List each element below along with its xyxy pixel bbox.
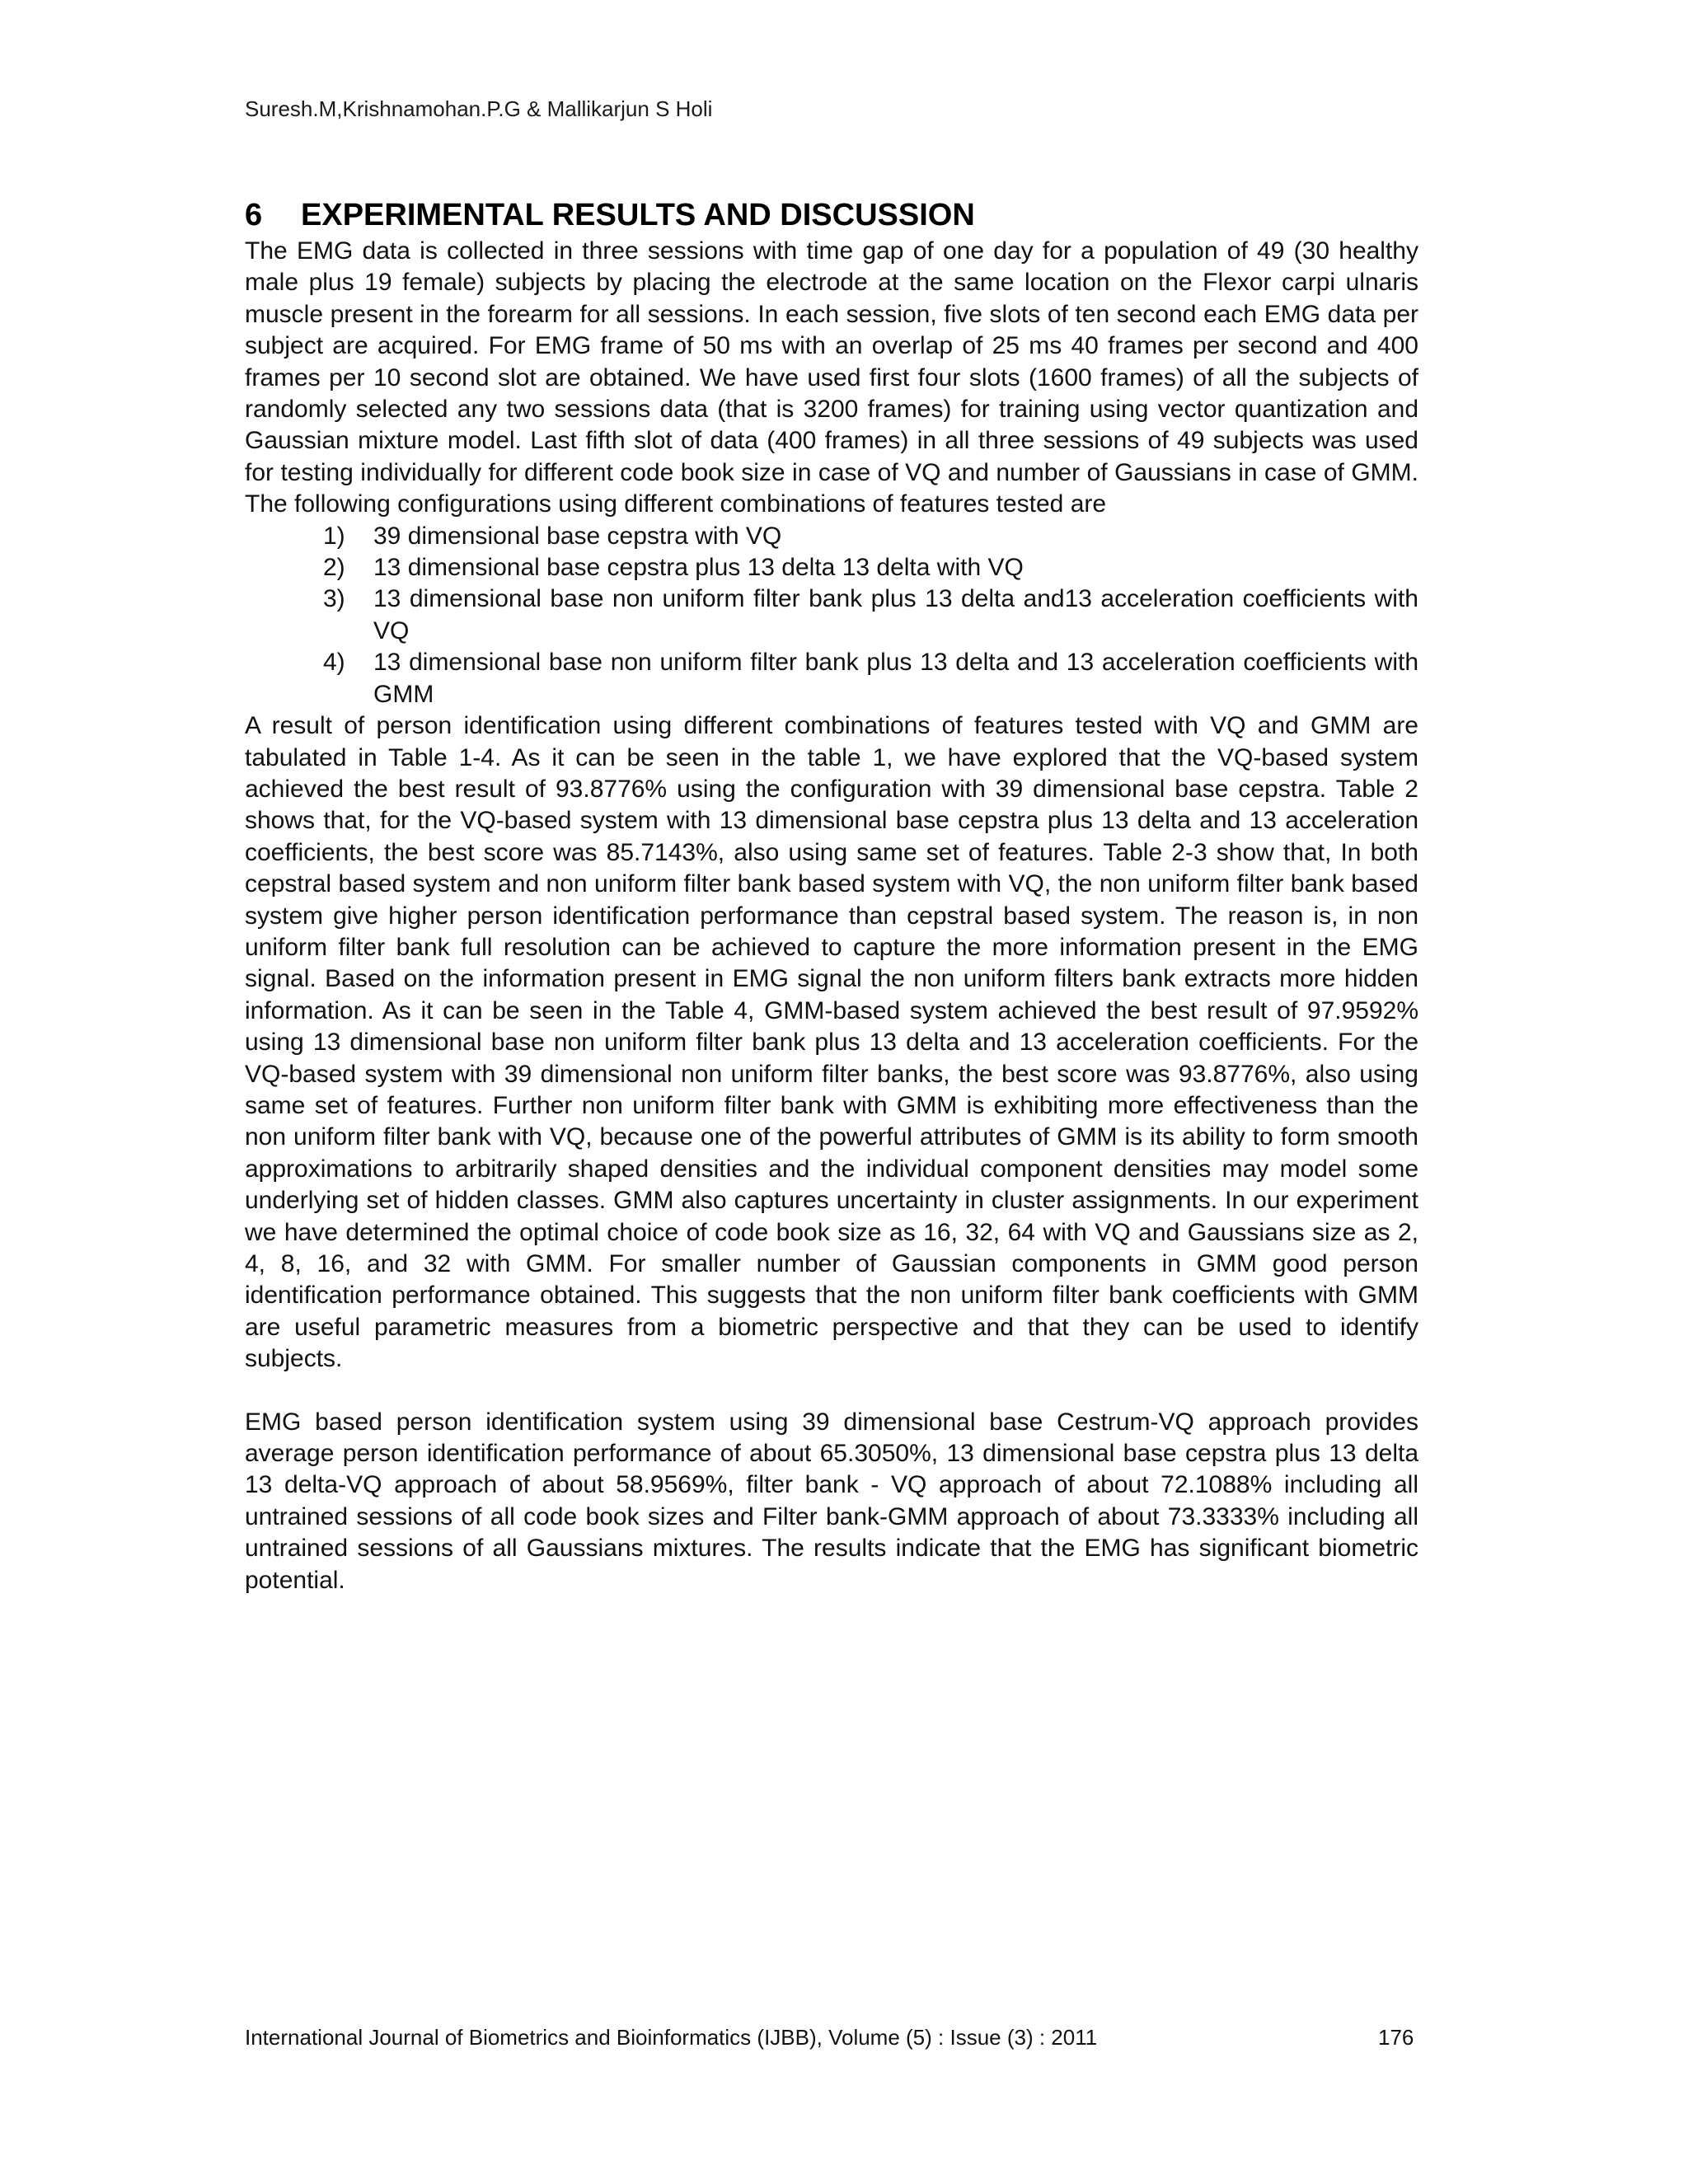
footer-journal-citation: International Journal of Biometrics and Bioinformatics (IJBB), Volume (5) : Issue (3) : 2011	[245, 2025, 1098, 2050]
list-item	[245, 552, 1418, 583]
paragraph-data-collection: The EMG data is collected in three sessions with time gap of one day for a population of 49 (30 healthy male plus 19 female) subjects by placing the electrode at the same location on the Flexor carpi ulnaris muscle present in the forearm for all sessions. In each session, five slots of ten second each EMG data per subject are acquired. For EMG frame of 50 ms with an overlap of 25 ms 40 frames per second and 400 frames per 10 second slot are obtained. We have used first four slots (1600 frames) of all the subjects of randomly selected any two sessions data (that is 3200 frames) for training using vector quantization and Gaussian mixture model. Last fifth slot of data (400 frames) in all three sessions of 49 subjects was used for testing individually for different code book size in case of VQ and number of Gaussians in case of GMM. The following configurations using different combinations of features tested are	[245, 237, 1418, 518]
section-heading	[245, 196, 1418, 234]
paragraph-summary: EMG based person identification system using 39 dimensional base Cestrum-VQ approach provides average person identification performance of about 65.3050%, 13 dimensional base cepstra plus 13 delta 13 delta-VQ approach of about 58.9569%, filter bank - VQ approach of about 72.1088% including all untrained sessions of all code book sizes and Filter bank-GMM approach of about 73.3333% including all untrained sessions of all Gaussians mixtures. The results indicate that the EMG has significant biometric potential.	[245, 1408, 1418, 1594]
list-item	[245, 647, 1418, 710]
list-item-text: 13 dimensional base cepstra plus 13 delta 13 delta with VQ	[373, 554, 1024, 582]
running-header-authors: Suresh.M,Krishnamohan.P.G & Mallikarjun S Holi	[245, 96, 713, 121]
list-marker: 3)	[323, 585, 345, 613]
section-title: EXPERIMENTAL RESULTS AND DISCUSSION	[301, 198, 975, 232]
main-content	[245, 196, 1418, 1596]
list-item-text: 13 dimensional base non uniform filter bank plus 13 delta and 13 acceleration coefficients with GMM	[373, 649, 1418, 708]
configuration-list	[245, 521, 1418, 710]
footer-page-number: 176	[1378, 2025, 1414, 2050]
list-item	[245, 521, 1418, 552]
list-item	[245, 583, 1418, 647]
list-item-text: 39 dimensional base cepstra with VQ	[373, 522, 782, 550]
list-marker: 1)	[323, 522, 345, 550]
section-number: 6	[245, 198, 263, 232]
list-marker: 4)	[323, 649, 345, 677]
paragraph-results-discussion: A result of person identification using different combinations of features tested with VQ and GMM are tabulated in Table 1-4. As it can be seen in the table 1, we have explored that the VQ-based system achieved the best result of 93.8776% using the configuration with 39 dimensional base cepstra. Table 2 shows that, for the VQ-based system with 13 dimensional base cepstra plus 13 delta and 13 acceleration coefficients, the best score was 85.7143%, also using same set of features. Table 2-3 show that, In both cepstral based system and non uniform filter bank based system with VQ, the non uniform filter bank based system give higher person identification performance than cepstral based system. The reason is, in non uniform filter bank full resolution can be achieved to capture the more information present in the EMG signal. Based on the information present in EMG signal the non uniform filters bank extracts more hidden information. As it can be seen in the Table 4, GMM-based system achieved the best result of 97.9592% using 13 dimensional base non uniform filter bank plus 13 delta and 13 acceleration coefficients. For the VQ-based system with 39 dimensional non uniform filter banks, the best score was 93.8776%, also using same set of features. Further non uniform filter bank with GMM is exhibiting more effectiveness than the non uniform filter bank with VQ, because one of the powerful attributes of GMM is its ability to form smooth approximations to arbitrarily shaped densities and the individual component densities may model some underlying set of hidden classes. GMM also captures uncertainty in cluster assignments. In our experiment we have determined the optimal choice of code book size as 16, 32, 64 with VQ and Gaussians size as 2, 4, 8, 16, and 32 with GMM. For smaller number of Gaussian components in GMM good person identification performance obtained. This suggests that the non uniform filter bank coefficients with GMM are useful parametric measures from a biometric perspective and that they can be used to identify subjects.	[245, 712, 1418, 1373]
list-item-text: 13 dimensional base non uniform filter bank plus 13 delta and13 acceleration coefficients with VQ	[373, 585, 1418, 644]
list-marker: 2)	[323, 554, 345, 582]
paragraph-spacer	[245, 1376, 1418, 1407]
